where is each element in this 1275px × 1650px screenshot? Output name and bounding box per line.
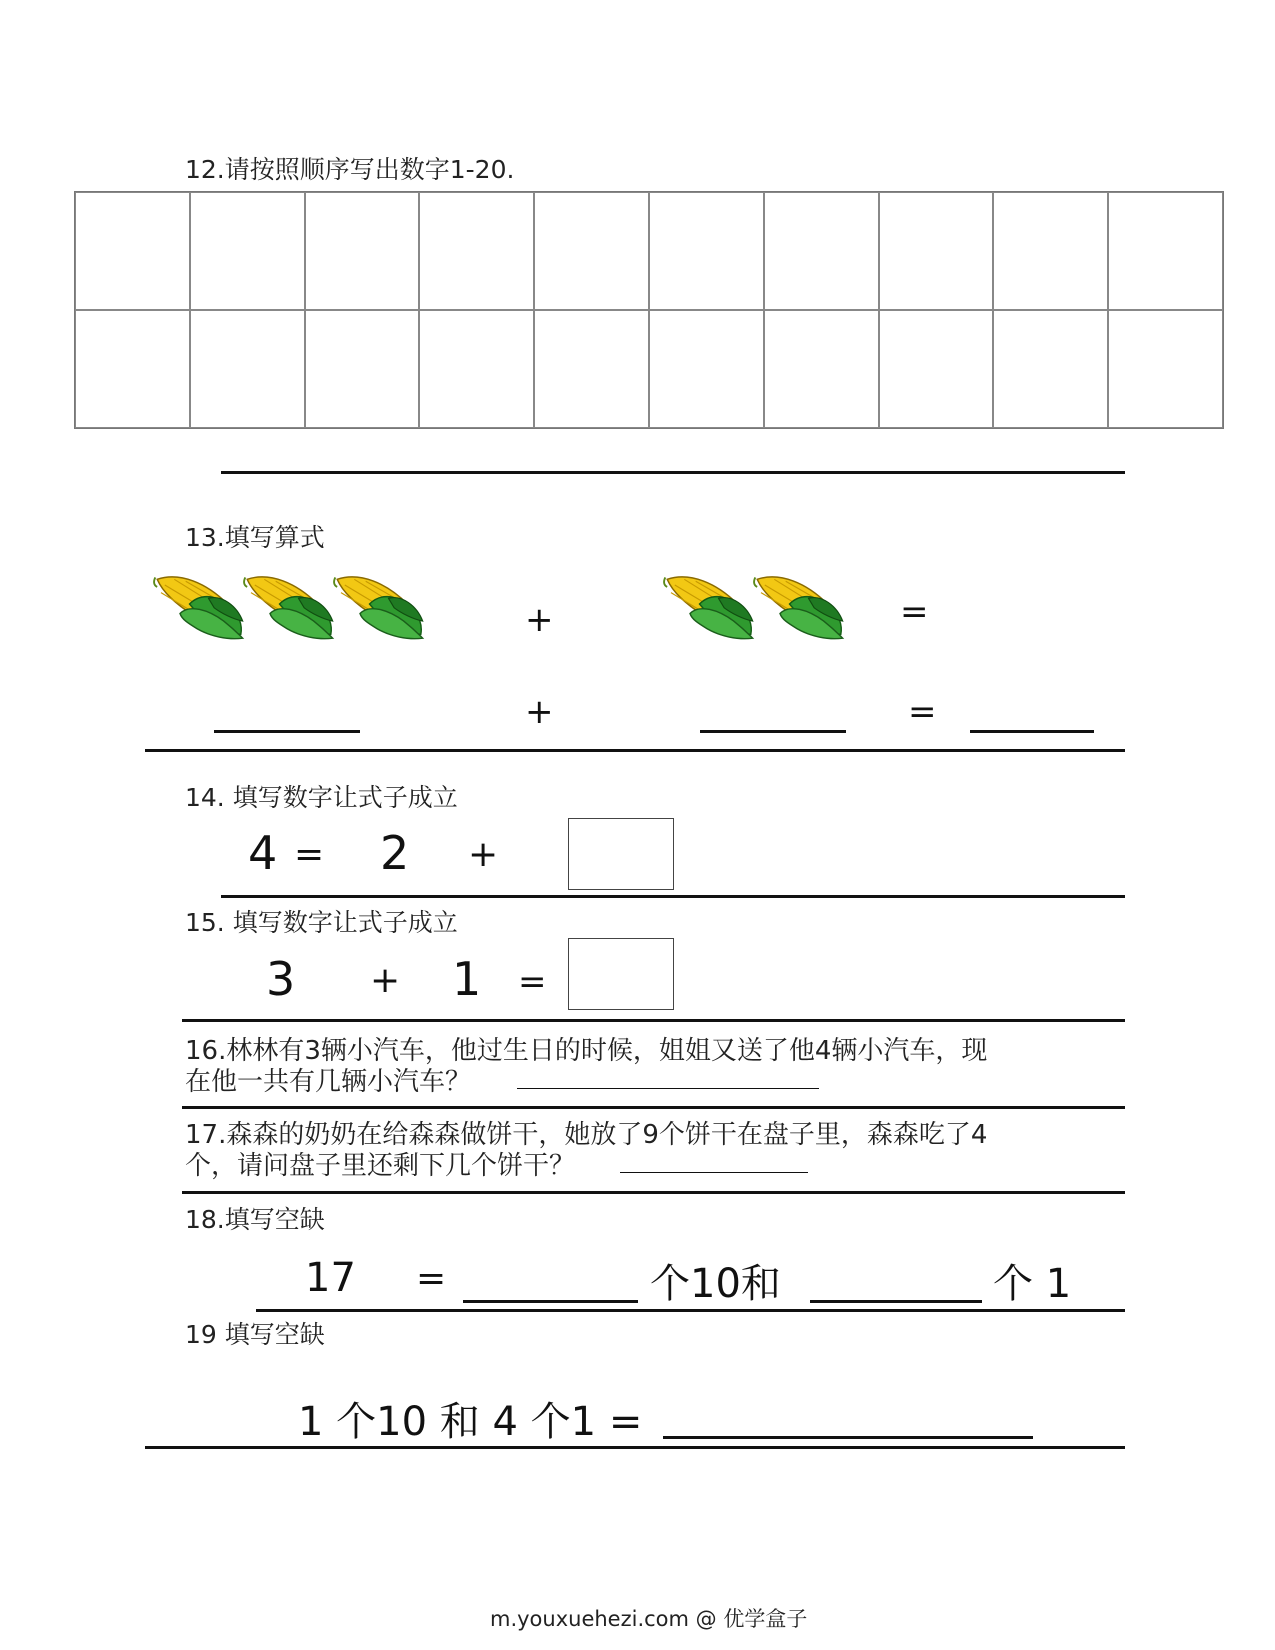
grid-cell[interactable] [419,192,534,310]
grid-cell[interactable] [1108,310,1223,428]
grid-cell[interactable] [190,310,305,428]
grid-cell[interactable] [1108,192,1223,310]
q12-title: 12.请按照顺序写出数字1-20. [185,155,515,184]
equals-sign: = [518,962,547,1002]
number-writing-grid [74,191,1224,429]
grid-cell[interactable] [534,310,649,428]
q18-title: 18.填写空缺 [185,1205,325,1234]
section-divider [145,749,1125,752]
corn-icon [150,566,248,642]
ones-label: 个 1 [993,1261,1072,1307]
grid-cell[interactable] [419,310,534,428]
equals-sign: = [900,592,929,632]
grid-cell[interactable] [75,192,190,310]
grid-cell[interactable] [764,310,879,428]
equals-sign: = [908,692,937,732]
answer-blank[interactable] [517,1088,819,1089]
equals-sign: = [294,834,325,875]
plus-sign: + [370,960,401,1001]
number: 4 [248,826,278,880]
plus-sign: + [525,692,554,732]
answer-blank[interactable] [663,1436,1033,1439]
grid-cell[interactable] [764,192,879,310]
plus-sign: + [525,600,554,640]
q13-title: 13.填写算式 [185,523,325,552]
grid-cell[interactable] [879,310,994,428]
plus-sign: + [468,834,499,875]
answer-blank[interactable] [620,1172,808,1173]
tens-label: 个10和 [650,1261,781,1307]
equals-sign: = [416,1258,447,1299]
section-divider [256,1309,1125,1312]
answer-blank-3[interactable] [970,730,1094,733]
grid-cell[interactable] [75,310,190,428]
grid-cell[interactable] [649,310,764,428]
grid-cell[interactable] [305,192,420,310]
number: 2 [380,826,410,880]
footer-watermark: m.youxuehezi.com @ 优学盒子 [490,1607,808,1631]
q17-line2: 个，请问盘子里还剩下几个饼干？ [185,1151,576,1181]
section-divider [182,1019,1125,1022]
q15-title: 15. 填写数字让式子成立 [185,908,458,937]
q19-title: 19 填写空缺 [185,1320,325,1349]
q16-line2: 在他一共有几辆小汽车？ [185,1067,472,1097]
grid-cell[interactable] [993,192,1108,310]
corn-icon [240,566,338,642]
q14-title: 14. 填写数字让式子成立 [185,783,458,812]
grid-cell[interactable] [190,192,305,310]
q17-line1: 17.森森的奶奶在给森森做饼干，她放了9个饼干在盘子里，森森吃了4 [185,1120,988,1150]
section-divider [221,471,1125,474]
answer-box[interactable] [568,938,674,1010]
grid-cell[interactable] [305,310,420,428]
answer-box[interactable] [568,818,674,890]
section-divider [145,1446,1125,1449]
grid-cell[interactable] [649,192,764,310]
q16-line1: 16.林林有3辆小汽车，他过生日的时候，姐姐又送了他4辆小汽车，现 [185,1036,988,1066]
section-divider [182,1191,1125,1194]
grid-cell[interactable] [993,310,1108,428]
answer-blank-2[interactable] [700,730,846,733]
grid-cell[interactable] [534,192,649,310]
answer-blank-tens[interactable] [463,1300,638,1303]
section-divider [221,895,1125,898]
section-divider [182,1106,1125,1109]
answer-blank-ones[interactable] [810,1300,982,1303]
number: 3 [266,952,296,1006]
number: 1 [452,952,482,1006]
corn-icon [750,566,848,642]
corn-icon [660,566,758,642]
q19-expression: 1 个10 和 4 个1 = [298,1399,643,1445]
answer-blank-1[interactable] [214,730,360,733]
number: 17 [305,1255,356,1301]
grid-cell[interactable] [879,192,994,310]
corn-icon [330,566,428,642]
